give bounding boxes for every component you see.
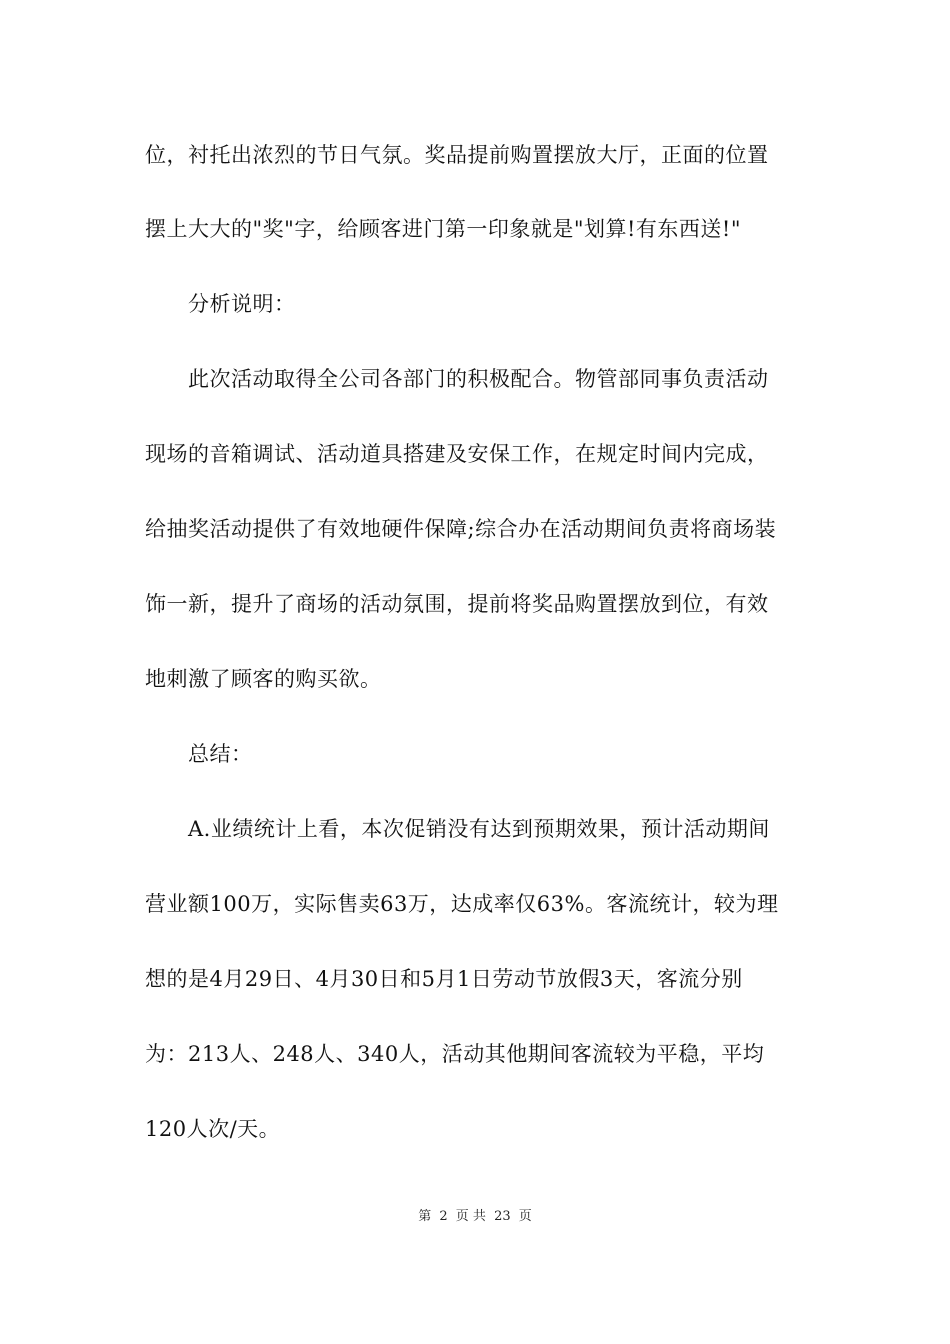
footer-total-pages: 23 — [494, 1209, 511, 1224]
body-text-line: 想的是4月29日、4月30日和5月1日劳动节放假3天，客流分别 — [145, 967, 743, 991]
body-text-line: 现场的音箱调试、活动道具搭建及安保工作，在规定时间内完成， — [145, 442, 769, 466]
footer-prefix: 第 — [418, 1209, 432, 1224]
body-text-line: 饰一新，提升了商场的活动氛围，提前将奖品购置摆放到位，有效 — [145, 592, 769, 616]
body-text-line: 地刺激了顾客的购买欲。 — [145, 667, 382, 691]
body-text-line: 给抽奖活动提供了有效地硬件保障;综合办在活动期间负责将商场装 — [145, 517, 777, 541]
body-text-line: 120人次/天。 — [145, 1117, 281, 1141]
page-footer — [0, 1208, 950, 1226]
body-text-line: 此次活动取得全公司各部门的积极配合。物管部同事负责活动 — [188, 367, 769, 391]
footer-middle: 页 共 — [455, 1209, 486, 1224]
section-heading-summary: 总结： — [188, 742, 253, 766]
footer-suffix: 页 — [518, 1209, 532, 1224]
body-text-line: 营业额100万，实际售卖63万，达成率仅63%。客流统计，较为理 — [145, 892, 779, 916]
body-text-line: 摆上大大的"奖"字，给顾客进门第一印象就是"划算!有东西送!" — [145, 217, 742, 241]
section-heading-analysis: 分析说明： — [188, 292, 296, 316]
body-text-line: A.业绩统计上看，本次促销没有达到预期效果，预计活动期间 — [188, 817, 770, 841]
body-text-line: 为：213人、248人、340人，活动其他期间客流较为平稳，平均 — [145, 1042, 765, 1066]
body-text-line: 位，衬托出浓烈的节日气氛。奖品提前购置摆放大厅，正面的位置 — [145, 143, 769, 167]
footer-current-page: 2 — [439, 1209, 448, 1224]
